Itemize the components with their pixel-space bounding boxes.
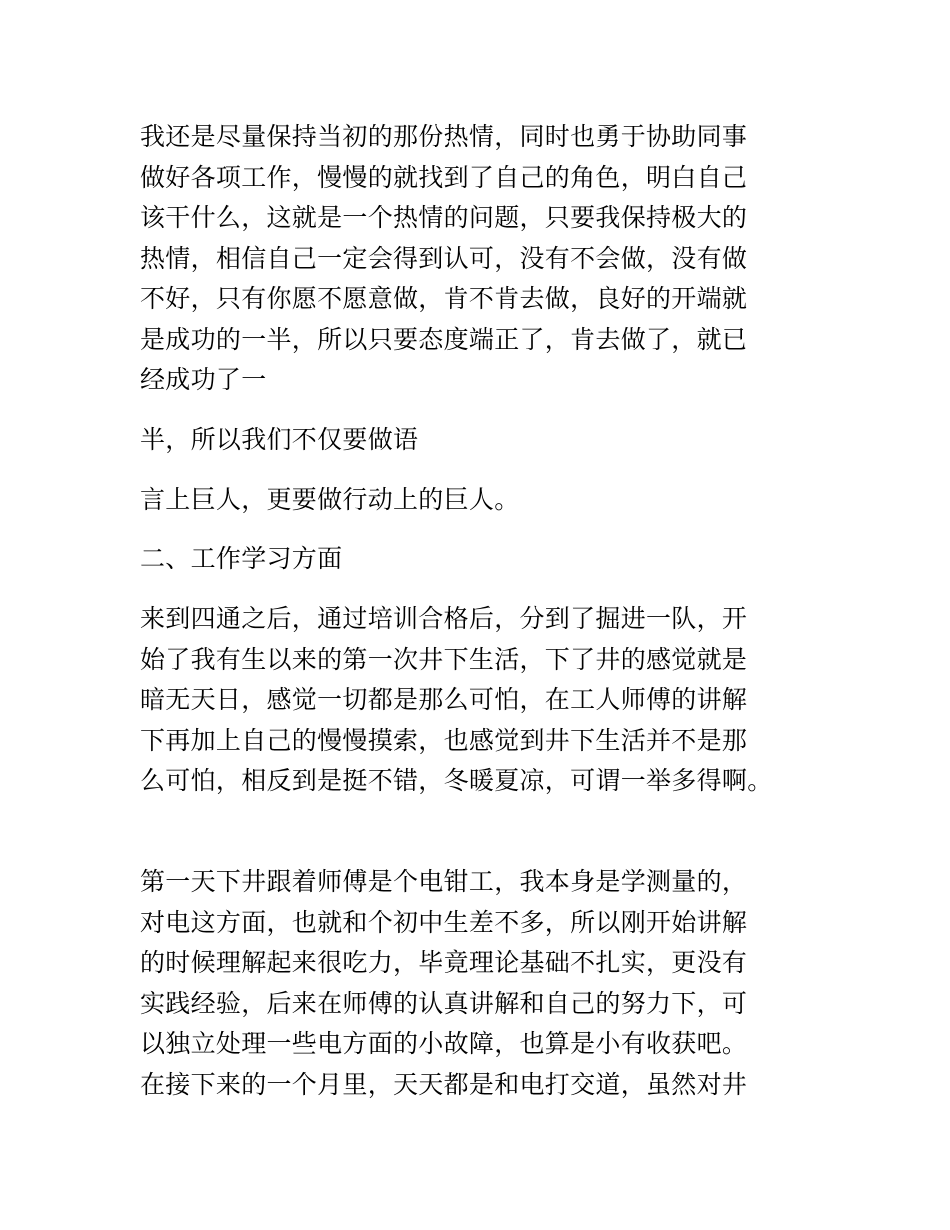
text-line: 不好，只有你愿不愿意做，肯不肯去做，良好的开端就 [140,284,748,313]
text-line: 第一天下井跟着师傅是个电钳工，我本身是学测量的， [140,867,748,896]
text-line: 对电这方面，也就和个初中生差不多，所以刚开始讲解 [140,907,748,937]
paragraph-3 [140,480,820,521]
text-line: 么可怕，相反到是挺不错，冬暖夏凉，可谓一举多得啊。 [140,766,773,795]
paragraph-5 [140,862,820,1105]
paragraph-1 [140,117,820,401]
text-line: 热情，相信自己一定会得到认可，没有不会做，没有做 [140,243,748,273]
heading-line: 二、工作学习方面 [140,544,343,573]
text-line: 该干什么，这就是一个热情的问题，只要我保持极大的 [140,203,748,232]
text-line: 实践经验，后来在师傅的认真讲解和自己的努力下，可 [140,988,748,1018]
text-line: 在接下来的一个月里，天天都是和电打交道，虽然对井 [140,1069,748,1099]
text-line: 的时候理解起来很吃力，毕竟理论基础不扎实，更没有 [140,948,748,977]
text-line: 暗无天日，感觉一切都是那么可怕，在工人师傅的讲解 [140,685,748,714]
text-line: 半，所以我们不仅要做语 [140,425,419,454]
text-line: 来到四通之后，通过培训合格后，分到了掘进一队，开 [140,604,748,633]
text-line: 经成功了一 [140,365,267,394]
text-line: 是成功的一半，所以只要态度端正了，肯去做了，就已 [140,324,748,354]
text-line: 做好各项工作，慢慢的就找到了自己的角色，明白自己 [140,162,748,192]
text-line: 我还是尽量保持当初的那份热情，同时也勇于协助同事 [140,122,748,151]
text-line: 始了我有生以来的第一次井下生活，下了井的感觉就是 [140,644,748,674]
section-heading [140,539,820,580]
text-line: 下再加上自己的慢慢摸索，也感觉到井下生活并不是那 [140,725,748,755]
text-line: 以独立处理一些电方面的小故障，也算是小有收获吧。 [140,1029,748,1058]
text-line: 言上巨人，更要做行动上的巨人。 [140,485,520,514]
paragraph-2 [140,420,820,461]
paragraph-4 [140,599,820,802]
